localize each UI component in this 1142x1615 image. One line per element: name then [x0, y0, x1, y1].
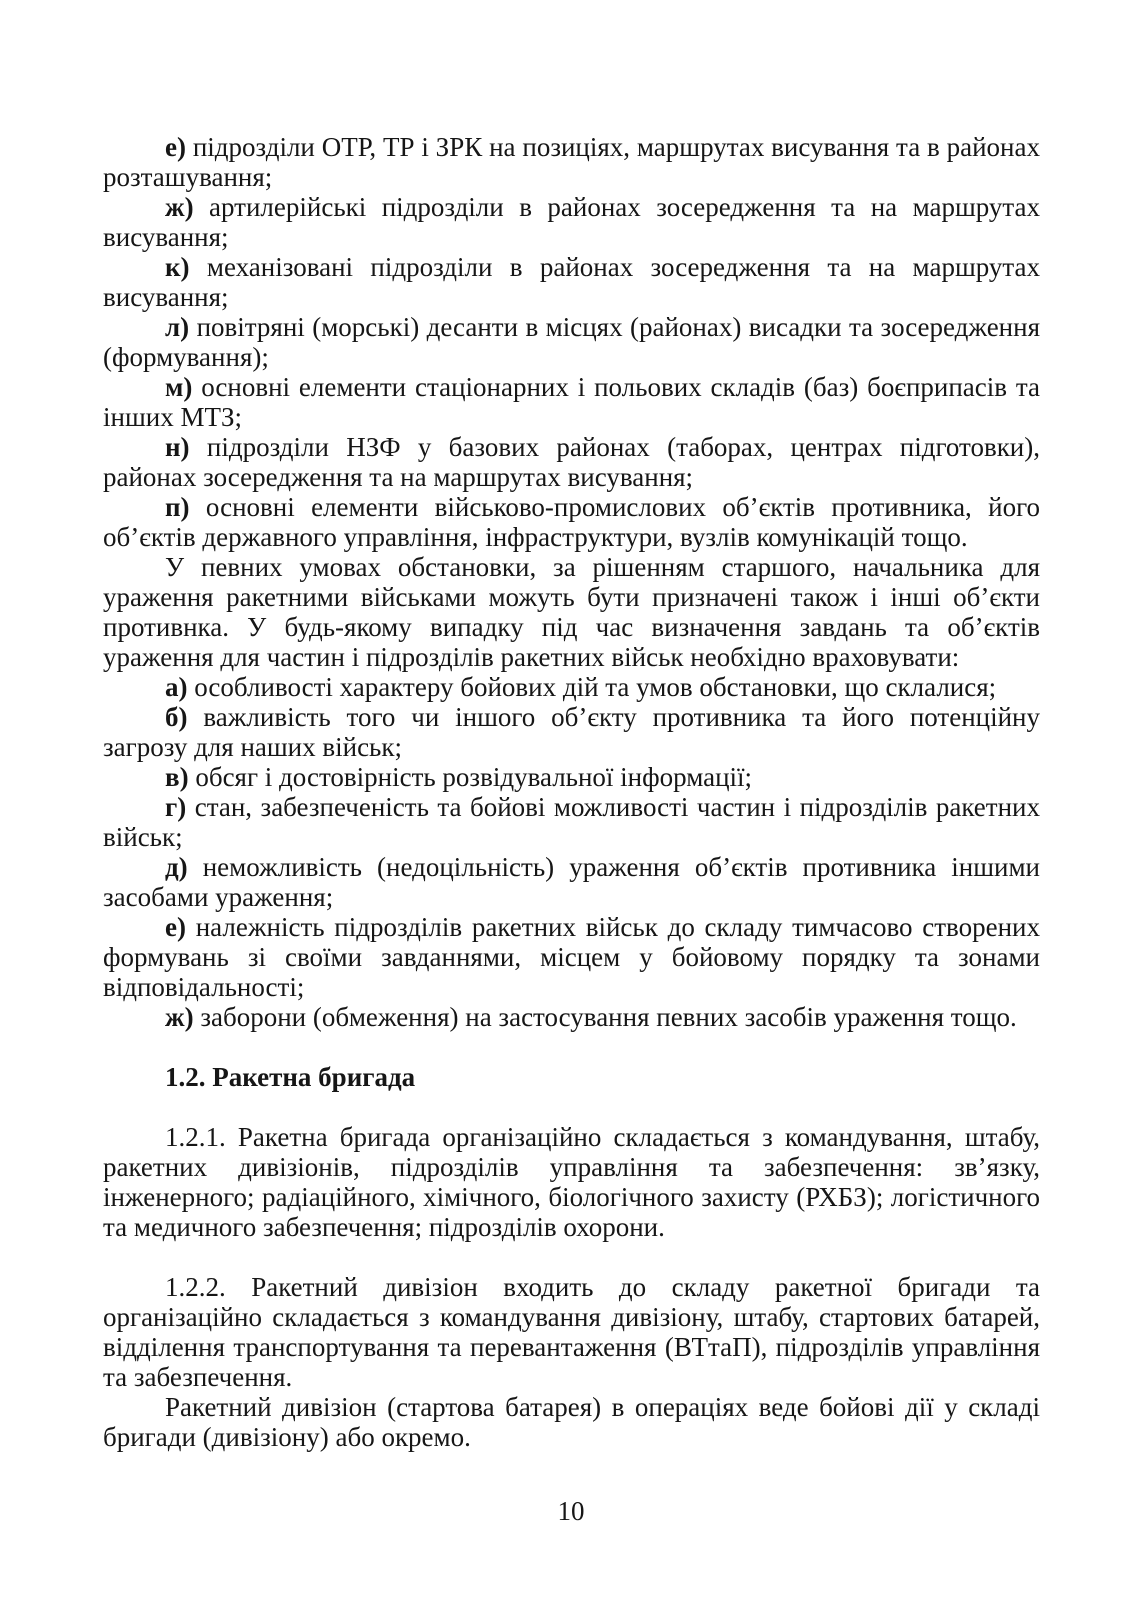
list-marker: ж) [165, 1002, 194, 1032]
list-marker: к) [165, 252, 190, 282]
list-marker: б) [165, 702, 188, 732]
paragraph-text: стан, забезпеченість та бойові можливості частин і підрозділів ракетних військ; [103, 792, 1040, 852]
body-paragraph [103, 1272, 1040, 1392]
list-item-paragraph [103, 852, 1040, 912]
paragraph-text: 1.2.2. Ракетний дивізіон входить до складу ракетної бригади та організаційно складається з командування дивізіону, штабу, стартових батарей, відділення транспортування та перевантаження (ВТтаП), підрозділів управління та забезпечення. [103, 1272, 1040, 1392]
list-marker: д) [165, 852, 188, 882]
paragraph-text: підрозділи ОТР, ТР і ЗРК на позиціях, маршрутах висування та в районах розташування; [103, 132, 1040, 192]
list-marker: м) [165, 372, 193, 402]
list-marker: в) [165, 762, 189, 792]
paragraph-text: належність підрозділів ракетних військ до складу тимчасово створених формувань зі своїми завданнями, місцем у бойовому порядку та зонами відповідальності; [103, 912, 1041, 1002]
list-item-paragraph [103, 192, 1040, 252]
paragraph-text: У певних умовах обстановки, за рішенням старшого, начальника для ураження ракетними військами можуть бути призначені також і інші об’єкти противнка. У будь-якому випадку під час визначення завдань та об’єктів ураження для частин і підрозділів ракетних військ необхідно враховувати: [103, 552, 1040, 672]
list-marker: н) [165, 432, 190, 462]
list-marker: е) [165, 912, 186, 942]
list-marker: л) [165, 312, 190, 342]
body-paragraph [103, 552, 1040, 672]
section-heading: 1.2. Ракетна бригада [165, 1062, 416, 1092]
paragraph-text: основні елементи військово-промислових об’єктів противника, його об’єктів державного управління, інфраструктури, вузлів комунікацій тощо. [103, 492, 1041, 552]
paragraph-text: підрозділи НЗФ у базових районах (таборах, центрах підготовки), районах зосередження та на маршрутах висування; [103, 432, 1041, 492]
list-marker: а) [165, 672, 188, 702]
list-item-paragraph [103, 492, 1040, 552]
list-item-paragraph [103, 1002, 1040, 1032]
list-item-paragraph [103, 132, 1040, 192]
list-item-paragraph [103, 312, 1040, 372]
body-paragraph [103, 1392, 1040, 1452]
paragraph-text: повітряні (морські) десанти в місцях (районах) висадки та зосередження (формування); [103, 312, 1040, 372]
paragraph-text: особливості характеру бойових дій та умов обстановки, що склалися; [194, 672, 997, 702]
list-item-paragraph [103, 792, 1040, 852]
page-content [103, 132, 1040, 1452]
paragraph-text: артилерійські підрозділи в районах зосередження та на маршрутах висування; [103, 192, 1041, 252]
list-item-paragraph [103, 372, 1040, 432]
paragraph-text: заборони (обмеження) на застосування певних засобів ураження тощо. [200, 1002, 1017, 1032]
paragraph-text: основні елементи стаціонарних і польових складів (баз) боєприпасів та інших МТЗ; [103, 372, 1040, 432]
list-item-paragraph [103, 672, 1040, 702]
paragraph-text: неможливість (недоцільність) ураження об’єктів противника іншими засобами ураження; [103, 852, 1040, 912]
paragraph-text: Ракетний дивізіон (стартова батарея) в операціях веде бойові дії у складі бригади (дивізіону) або окремо. [103, 1392, 1040, 1452]
list-item-paragraph [103, 762, 1040, 792]
body-paragraph [103, 1122, 1040, 1242]
list-marker: ж) [165, 192, 194, 222]
list-item-paragraph [103, 432, 1040, 492]
paragraph-text: важливість того чи іншого об’єкту противника та його потенційну загрозу для наших військ; [103, 702, 1040, 762]
paragraph-text: механізовані підрозділи в районах зосередження та на маршрутах висування; [103, 252, 1040, 312]
page-number: 10 [557, 1496, 585, 1526]
list-marker: е) [165, 132, 186, 162]
list-marker: г) [165, 792, 187, 822]
paragraph-text: обсяг і достовірність розвідувальної інформації; [195, 762, 753, 792]
paragraph-text: 1.2.1. Ракетна бригада організаційно складається з командування, штабу, ракетних дивізіонів, підрозділів управління та забезпечення: зв’язку, інженерного; радіаційного, хімічного, біологічного захисту (РХБЗ); логістичного та медичного забезпечення; підрозділів охорони. [103, 1122, 1040, 1242]
list-item-paragraph [103, 702, 1040, 762]
list-marker: п) [165, 492, 190, 522]
list-item-paragraph [103, 912, 1040, 1002]
list-item-paragraph [103, 252, 1040, 312]
